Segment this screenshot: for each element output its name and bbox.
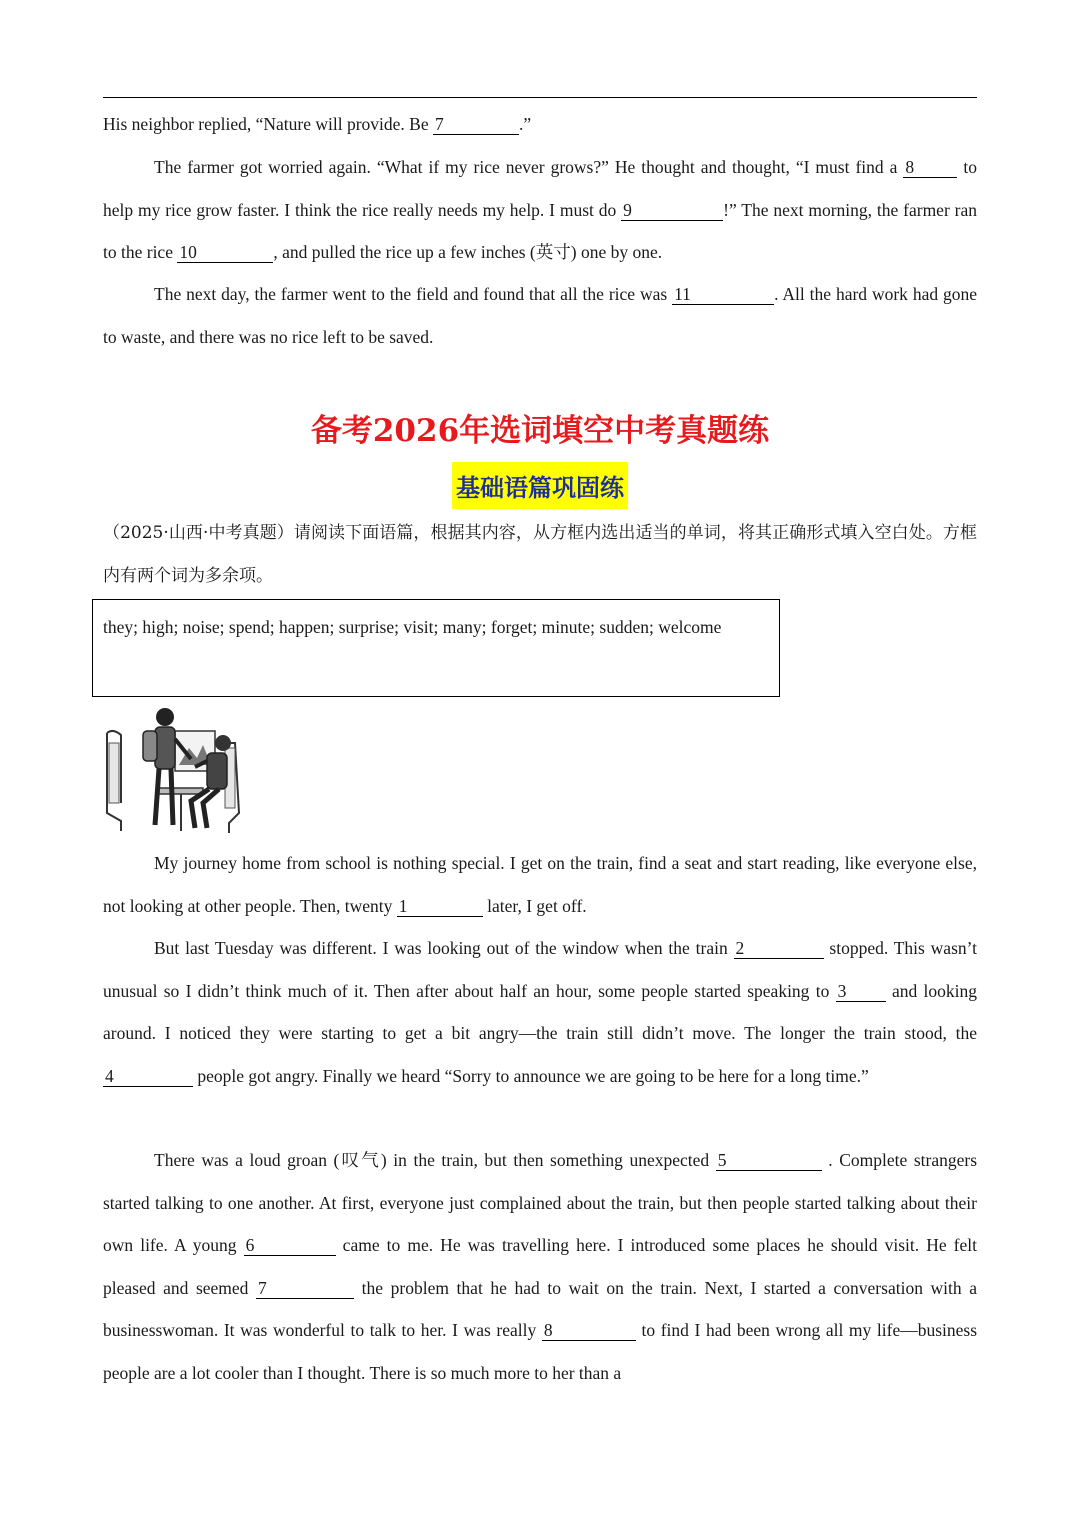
header-rule: [103, 97, 977, 98]
blank-7-story2[interactable]: 7: [256, 1278, 354, 1299]
text: and looking around. I noticed they were starting to get a bit angry—the train still didn’t move. The longer the train stood, the: [103, 980, 978, 1043]
story1-paragraph-3: [103, 273, 977, 358]
section-title: 备考2026年选词填空中考真题练: [310, 413, 770, 449]
blank-8-story2[interactable]: 8: [542, 1320, 636, 1341]
text: . All the hard work had gone to waste, and there was no rice left to be saved.: [103, 284, 978, 347]
text: people got angry. Finally we heard “Sorry to announce we are going to be here for a long time.”: [197, 1065, 869, 1086]
subtitle-wrap: [0, 462, 1080, 509]
blank-3[interactable]: 3: [836, 981, 886, 1002]
text: the problem that he had to wait on the train. Next, I started a conversation with a businesswoman. It was wonderful to talk to her. I was really: [103, 1277, 978, 1340]
text: later, I get off.: [487, 895, 587, 916]
blank-2[interactable]: 2: [734, 938, 824, 959]
blank-1[interactable]: 1: [397, 896, 483, 917]
blank-11[interactable]: 11: [672, 284, 774, 305]
story1-paragraph-1: [103, 103, 977, 146]
text: to find I had been wrong all my life—business people are a lot cooler than I thought. There is so much more to her than a: [103, 1320, 978, 1383]
blank-9[interactable]: 9: [621, 200, 723, 221]
blank-10[interactable]: 10: [177, 242, 273, 263]
text: . Complete strangers started talking to one another. At first, everyone just complained about the train, but then people started talking about their own life. A young: [103, 1150, 978, 1255]
story2-paragraph-2: [103, 927, 977, 1097]
text: My journey home from school is nothing special. I get on the train, find a seat and start reading, like everyone else, not looking at other people. Then, twenty: [103, 853, 977, 916]
story2-paragraph-1: [103, 842, 977, 927]
blank-4[interactable]: 4: [103, 1066, 193, 1087]
text: .”: [518, 114, 532, 134]
train-illustration: [103, 703, 243, 836]
instruction-text: （2025·山西·中考真题）请阅读下面语篇，根据其内容，从方框内选出适当的单词，将其正确形式填入空白处。方框内有两个词为多余项。: [103, 523, 977, 586]
section-subtitle: 基础语篇巩固练: [452, 462, 628, 509]
text: His neighbor replied, “Nature will provide. Be: [103, 114, 429, 134]
word-box: [92, 599, 780, 697]
text: But last Tuesday was different. I was looking out of the window when the train: [154, 938, 728, 958]
blank-7[interactable]: 7: [433, 114, 519, 135]
text: to help my rice grow faster. I think the rice really needs my help. I must do: [103, 157, 978, 220]
blank-8[interactable]: 8: [903, 157, 957, 178]
blank-6[interactable]: 6: [244, 1235, 336, 1256]
text: , and pulled the rice up a few inches (英寸) one by one.: [273, 242, 663, 262]
text: stopped. This wasn’t unusual so I didn’t think much of it. Then after about half an hour, some people started speaking to: [103, 938, 978, 1001]
text: There was a loud groan (叹气) in the train, but then something unexpected: [154, 1150, 710, 1170]
text: The next day, the farmer went to the field and found that all the rice was: [154, 284, 668, 304]
story1-paragraph-2: [103, 146, 977, 274]
story2-paragraph-3: [103, 1139, 977, 1394]
blank-5[interactable]: 5: [716, 1150, 822, 1171]
text: The farmer got worried again. “What if my rice never grows?” He thought and thought, “I must find a: [154, 157, 898, 177]
text: came to me. He was travelling here. I introduced some places he should visit. He felt pleased and seemed: [103, 1235, 977, 1298]
word-list: they; high; noise; spend; happen; surprise; visit; many; forget; minute; sudden; welcome: [103, 617, 722, 637]
text: !” The next morning, the farmer ran to the rice: [103, 199, 977, 262]
